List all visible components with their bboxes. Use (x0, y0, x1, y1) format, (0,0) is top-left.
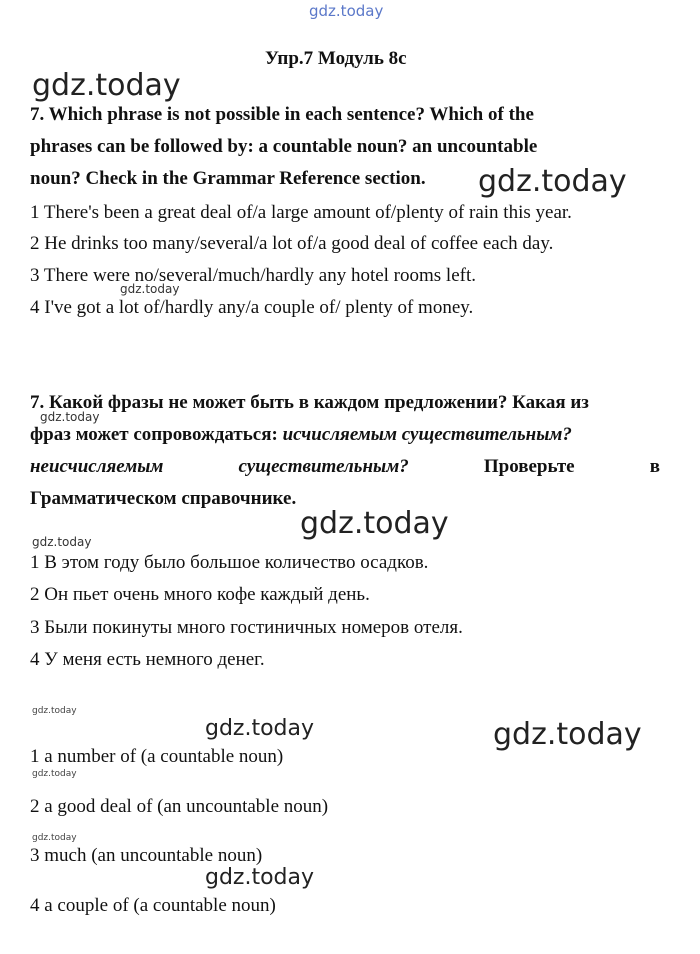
task-ru-line (30, 424, 572, 446)
watermark: gdz.today (120, 282, 180, 296)
sentence-en: 3 There were no/several/much/hardly any hotel rooms left. (30, 265, 476, 286)
answer: 1 a number of (a countable noun) (30, 746, 284, 767)
sentence-ru: 2 Он пьет очень много кофе каждый день. (30, 584, 370, 605)
task-en-line: 7. Which phrase is not possible in each sentence? Which of the (30, 104, 534, 125)
page-title: Упр.7 Модуль 8с (265, 48, 407, 69)
watermark: gdz.today (32, 535, 92, 549)
watermark: gdz.today (205, 865, 315, 890)
task-ru-text: в (649, 456, 660, 477)
sentence-en: 4 I've got a lot of/hardly any/a couple of/ plenty of money. (30, 297, 474, 318)
sentence-ru: 4 У меня есть немного денег. (30, 649, 265, 670)
task-ru-text: Проверьте (483, 456, 575, 477)
watermark: gdz.today (493, 717, 642, 752)
watermark: gdz.today (32, 833, 77, 843)
answer: 2 a good deal of (an uncountable noun) (30, 796, 329, 817)
watermark: gdz.today (205, 716, 315, 741)
task-en-line: noun? Check in the Grammar Reference section. (30, 168, 426, 189)
sentence-en: 2 He drinks too many/several/a lot of/a good deal of coffee each day. (30, 233, 554, 254)
sentence-en: 1 There's been a great deal of/a large amount of/plenty of rain this year. (30, 202, 572, 223)
sentence-ru: 1 В этом году было большое количество осадков. (30, 552, 429, 573)
task-ru-line (30, 456, 660, 478)
watermark: gdz.today (478, 164, 627, 199)
task-ru-italic: неисчисляемым (30, 456, 164, 477)
sentence-ru: 3 Были покинуты много гостиничных номеров отеля. (30, 617, 463, 638)
watermark: gdz.today (40, 410, 100, 424)
watermark: gdz.today (32, 769, 77, 779)
watermark: gdz.today (32, 68, 181, 103)
watermark: gdz.today (300, 506, 449, 541)
answer: 4 a couple of (a countable noun) (30, 895, 276, 916)
task-ru-line: Грамматическом справочнике. (30, 488, 297, 509)
task-en-line: phrases can be followed by: a countable noun? an uncountable (30, 136, 538, 157)
task-ru-text: фраз может сопровождаться: (30, 424, 283, 445)
watermark-top: gdz.today (309, 2, 384, 20)
watermark: gdz.today (32, 706, 77, 716)
answer: 3 much (an uncountable noun) (30, 845, 263, 866)
task-ru-italic: существительным? (238, 456, 409, 477)
task-ru-italic: исчисляемым существительным? (282, 424, 572, 445)
task-ru-line: 7. Какой фразы не может быть в каждом предложении? Какая из (30, 392, 589, 413)
